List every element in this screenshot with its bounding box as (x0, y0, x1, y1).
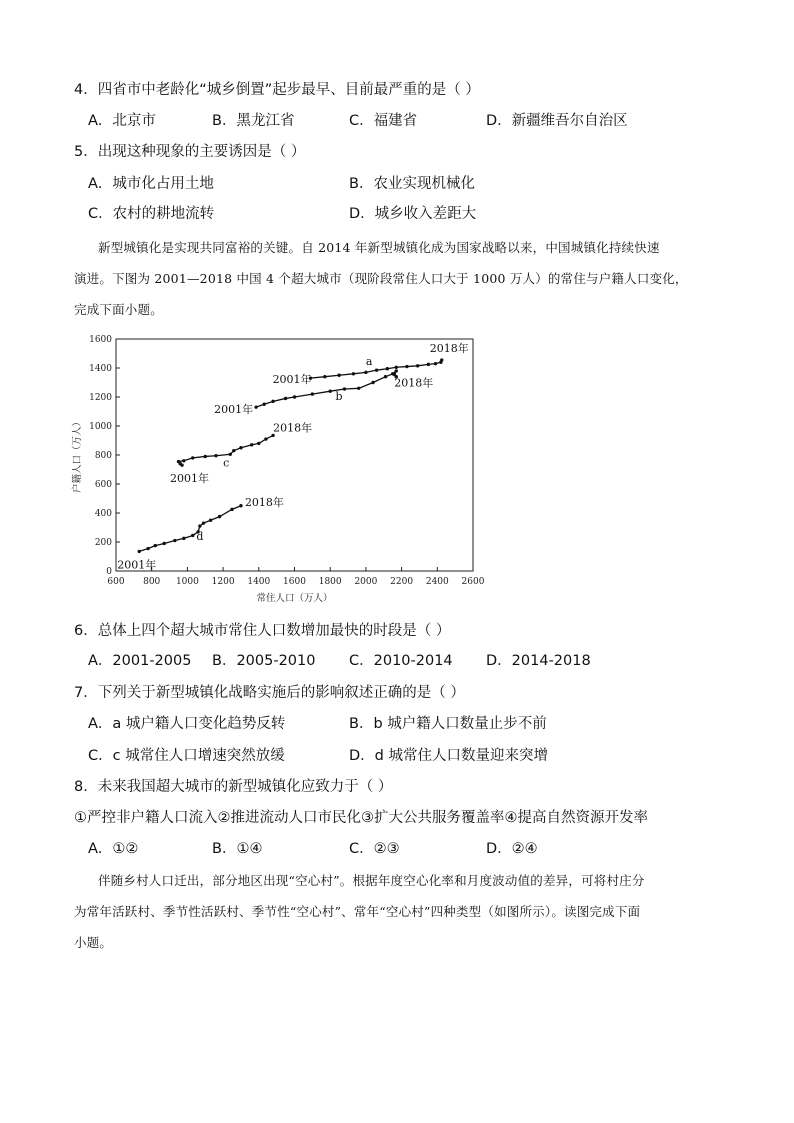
q4-stem: 4．四省市中老龄化“城乡倒置”起步最早、目前最严重的是（ ） (74, 82, 480, 98)
series-point-b (254, 405, 257, 408)
q6-option-b: B．2005-2010 (212, 653, 316, 669)
series-point-b (357, 387, 360, 390)
passage-hollow-villages (74, 865, 724, 958)
y-tick-label: 0 (106, 567, 112, 577)
series-point-b (271, 400, 274, 403)
y-tick-label: 600 (94, 480, 112, 490)
y-tick-label: 1400 (89, 364, 112, 374)
q8-statements: ①严控非户籍人口流入②推进流动人口市民化③扩大公共服务覆盖率④提高自然资源开发率 (74, 810, 648, 826)
q8-option-d: D．②④ (486, 841, 538, 857)
series-point-a (386, 367, 389, 370)
series-point-d (138, 550, 141, 553)
y-tick-label: 400 (94, 509, 112, 519)
y-tick-label: 200 (94, 538, 112, 548)
q5-option-a: A．城市化占用土地 (88, 176, 214, 192)
series-point-a (395, 366, 398, 369)
x-tick-label: 1800 (318, 577, 342, 587)
series-point-b (395, 369, 398, 372)
series-name-c: c (223, 456, 230, 470)
q6-option-c: C．2010-2014 (349, 653, 453, 669)
x-tick-label: 1600 (283, 577, 306, 587)
series-point-c (191, 456, 194, 459)
q6-option-d: D．2014-2018 (486, 653, 591, 669)
q5-stem: 5．出现这种现象的主要诱因是（ ） (74, 144, 306, 160)
series-end-label-a: 2018年 (429, 342, 469, 356)
series-point-c (250, 443, 253, 446)
q6-option-a: A．2001-2005 (88, 653, 192, 669)
series-point-d (230, 508, 233, 511)
x-tick-label: 800 (143, 577, 161, 587)
q8-option-b: B．①④ (212, 841, 263, 857)
series-point-a (416, 364, 419, 367)
series-point-d (202, 521, 205, 524)
x-tick-label: 1200 (211, 577, 235, 587)
series-end-label-b: 2018年 (394, 376, 434, 390)
q4-option-d: D．新疆维吾尔自治区 (486, 113, 628, 129)
q7-option-b: B．b 城户籍人口数量止步不前 (349, 716, 547, 732)
passage-hollow-line-2: 为常年活跃村、季节性活跃村、季节性“空心村”、常年“空心村”四种类型（如图所示）。读图完成下面 (74, 904, 641, 919)
x-tick-label: 2400 (425, 577, 449, 587)
x-tick-label: 1400 (247, 577, 271, 587)
series-point-d (182, 537, 185, 540)
series-point-c (204, 455, 207, 458)
q5-option-b: B．农业实现机械化 (349, 176, 475, 192)
series-start-label-b: 2001年 (214, 403, 254, 417)
q8-option-a: A．①② (88, 841, 139, 857)
x-tick-label: 2200 (390, 577, 414, 587)
series-point-d (239, 504, 242, 507)
q8-stem: 8．未来我国超大城市的新型城镇化应致力于（ ） (74, 779, 393, 795)
q5-option-c: C．农村的耕地流转 (88, 206, 215, 222)
series-point-b (284, 397, 287, 400)
q7-option-d: D．d 城常住人口数量迎来突增 (349, 748, 548, 764)
q7-option-a: A．a 城户籍人口变化趋势反转 (88, 716, 286, 732)
series-point-c (239, 446, 242, 449)
population-chart (66, 330, 496, 610)
series-point-a (323, 375, 326, 378)
series-point-b (329, 390, 332, 393)
x-tick-label: 2000 (354, 577, 378, 587)
series-point-c (264, 437, 267, 440)
passage-urbanization-line-2: 演进。下图为 2001—2018 中国 4 个超大城市（现阶段常住人口大于 1000 万人）的常住与户籍人口变化， (74, 271, 688, 286)
series-end-label-d: 2018年 (244, 495, 284, 509)
passage-urbanization-line-3: 完成下面小题。 (74, 302, 163, 317)
series-point-a (352, 372, 355, 375)
series-point-b (371, 381, 374, 384)
series-name-a: a (365, 355, 373, 369)
series-point-b (293, 395, 296, 398)
x-tick-label: 600 (107, 577, 125, 587)
series-point-b (311, 392, 314, 395)
series-point-a (375, 368, 378, 371)
series-start-label-a: 2001年 (272, 373, 312, 387)
series-point-c (257, 442, 260, 445)
q8-option-c: C．②③ (349, 841, 400, 857)
q4-option-c: C．福建省 (349, 113, 418, 129)
series-start-label-c: 2001年 (170, 472, 210, 486)
series-end-label-c: 2018年 (273, 421, 313, 435)
series-point-d (218, 515, 221, 518)
passage-hollow-line-1: 伴随乡村人口迁出，部分地区出现“空心村”。根据年度空心化率和月度波动值的差异，可将村庄分 (98, 873, 645, 888)
series-point-b (343, 387, 346, 390)
passage-urbanization-line-1: 新型城镇化是实现共同富裕的关键。自 2014 年新型城镇化成为国家战略以来，中国城镇化持续快速 (98, 240, 660, 255)
y-tick-label: 800 (94, 451, 112, 461)
series-name-b: b (335, 389, 343, 403)
q7-stem: 7．下列关于新型城镇化战略实施后的影响叙述正确的是（ ） (74, 685, 465, 701)
series-point-c (182, 459, 185, 462)
series-point-a (434, 362, 437, 365)
series-point-a (405, 365, 408, 368)
series-point-d (191, 534, 194, 537)
series-start-label-d: 2001年 (117, 558, 157, 572)
series-point-c (229, 453, 232, 456)
series-point-b (384, 375, 387, 378)
y-axis-label: 户籍人口（万人） (72, 416, 83, 494)
series-point-d (173, 539, 176, 542)
q4-option-b: B．黑龙江省 (212, 113, 295, 129)
x-tick-label: 2600 (461, 577, 485, 587)
series-point-c (214, 454, 217, 457)
q7-option-c: C．c 城常住人口增速突然放缓 (88, 748, 285, 764)
series-point-a (337, 374, 340, 377)
series-point-d (209, 519, 212, 522)
series-point-a (364, 371, 367, 374)
series-point-c (177, 460, 180, 463)
q4-option-a: A．北京市 (88, 113, 156, 129)
series-point-d (154, 544, 157, 547)
series-point-c (232, 449, 235, 452)
passage-urbanization (74, 232, 724, 325)
series-point-d (198, 524, 201, 527)
series-point-b (262, 403, 265, 406)
series-point-a (440, 358, 443, 361)
q6-stem: 6．总体上四个超大城市常住人口数增加最快的时段是（ ） (74, 623, 451, 639)
series-point-d (146, 547, 149, 550)
y-tick-label: 1200 (89, 393, 112, 403)
x-tick-label: 1000 (175, 577, 199, 587)
q5-option-d: D．城乡收入差距大 (349, 206, 477, 222)
series-name-d: d (196, 529, 204, 543)
y-tick-label: 1600 (89, 335, 112, 345)
series-point-a (427, 363, 430, 366)
x-axis-label: 常住人口（万人） (256, 593, 333, 604)
passage-hollow-line-3: 小题。 (74, 935, 113, 950)
series-point-d (162, 542, 165, 545)
y-tick-label: 1000 (89, 422, 112, 432)
